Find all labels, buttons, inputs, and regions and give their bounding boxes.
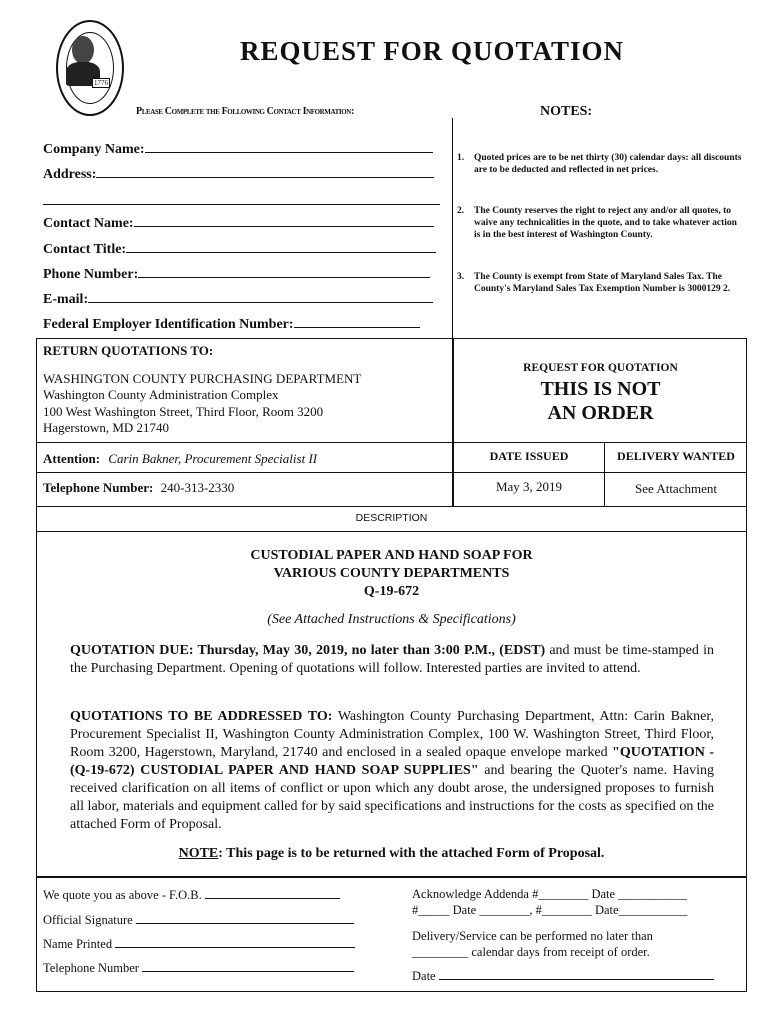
address-field-2[interactable] — [43, 192, 440, 210]
addenda-line-2[interactable]: #_____ Date ________, #________ Date___________ — [412, 903, 688, 917]
note-number: 2. — [457, 206, 465, 216]
company-name-label: Company Name: — [43, 142, 145, 157]
email-line[interactable] — [88, 290, 433, 303]
quotation-due-text: and must be time-stamped in the Purchasing Department. Opening of quotations will follow. Interested parties are invited to attend. — [70, 643, 714, 676]
date-field[interactable] — [412, 968, 714, 984]
envelope-marking: "QUOTATION - (Q-19-672) CUSTODIAL PAPER AND HAND SOAP SUPPLIES" — [70, 745, 714, 778]
note-text: The County reserves the right to reject any and/or all quotes, to waive any technicalities in the quote, and to take whatever action is in the best interest of Washington County. — [474, 206, 737, 240]
fein-line[interactable] — [294, 315, 420, 328]
divider — [36, 876, 747, 878]
note-number: 3. — [457, 272, 465, 282]
quotation-number: Q-19-672 — [363, 584, 420, 599]
date-issued-label: DATE ISSUED — [489, 449, 569, 463]
address-line[interactable] — [96, 165, 434, 178]
name-printed-label: Name Printed — [43, 937, 113, 951]
delivery-line-2[interactable]: _________ calendar days from receipt of order. — [412, 945, 650, 959]
page-title: REQUEST FOR QUOTATION — [239, 36, 625, 66]
quotation-due-paragraph — [70, 642, 714, 678]
order-box-big-1: THIS IS NOT — [540, 378, 661, 400]
notes-heading: NOTES: — [540, 104, 593, 119]
section-divider — [452, 118, 453, 338]
divider — [36, 442, 452, 443]
addressed-to-text-2: and bearing the Quoter's name. Having received clarification on all items of conflict or upon which any doubt arose, the undersigned proposes to furnish all labor, materials and equipment called for by said specifications and instructions for the costs as specified on the attached Form of Proposal. — [70, 763, 714, 832]
name-printed-line[interactable] — [115, 936, 355, 948]
return-dept: WASHINGTON COUNTY PURCHASING DEPARTMENT — [43, 371, 362, 386]
return-note — [36, 846, 747, 862]
note-label: NOTE — [178, 846, 219, 861]
addenda-line-1[interactable]: Acknowledge Addenda #________ Date ___________ — [412, 887, 687, 901]
phone-number-line[interactable] — [138, 265, 430, 278]
fein-field[interactable] — [43, 315, 420, 333]
addressed-to-bold: QUOTATIONS TO BE ADDRESSED TO: — [70, 709, 333, 724]
seal-year: 1776 — [94, 79, 108, 87]
date-line[interactable] — [439, 968, 714, 980]
order-box-big-2: AN ORDER — [547, 402, 654, 424]
note-number: 1. — [457, 153, 465, 163]
note-2 — [457, 205, 742, 257]
county-seal-logo — [56, 20, 124, 116]
attention-value: Carin Bakner, Procurement Specialist II — [108, 451, 318, 466]
telephone-footer-label: Telephone Number — [43, 961, 139, 975]
phone-number-field[interactable] — [43, 265, 430, 283]
return-heading: RETURN QUOTATIONS TO: — [43, 343, 214, 358]
address-field[interactable] — [43, 165, 434, 183]
telephone-label: Telephone Number: — [43, 480, 154, 495]
note-text: Quoted prices are to be net thirty (30) calendar days: all discounts are to be deducted and reflected in net prices. — [474, 153, 742, 175]
company-name-field[interactable] — [43, 140, 433, 158]
divider — [36, 506, 747, 507]
address-line-2[interactable] — [43, 192, 440, 205]
return-line-3: Hagerstown, MD 21740 — [43, 420, 170, 435]
see-attached: (See Attached Instructions & Specifications) — [267, 612, 516, 627]
note-text: The County is exempt from State of Maryland Sales Tax. The County's Maryland Sales Tax Exemption Number is 3000129 2. — [474, 272, 731, 294]
return-line-2: 100 West Washington Street, Third Floor, Room 3200 — [43, 404, 324, 419]
phone-number-label: Phone Number: — [43, 267, 139, 282]
description-title-1: CUSTODIAL PAPER AND HAND SOAP FOR — [250, 548, 533, 563]
delivery-line-1: Delivery/Service can be performed no later than — [412, 929, 653, 943]
date-label: Date — [412, 969, 436, 983]
delivery-wanted-value: See Attachment — [635, 481, 717, 496]
addressed-to-paragraph — [70, 708, 714, 834]
name-printed-field[interactable] — [43, 936, 355, 952]
contact-title-label: Contact Title: — [43, 242, 127, 257]
telephone-value: 240-313-2330 — [160, 480, 235, 495]
divider — [452, 472, 747, 473]
divider — [36, 472, 452, 473]
contact-title-field[interactable] — [43, 240, 436, 258]
telephone-field[interactable] — [43, 960, 354, 976]
contact-name-label: Contact Name: — [43, 216, 134, 231]
note-text: : This page is to be returned with the attached Form of Proposal. — [218, 846, 605, 861]
attention-row — [43, 451, 317, 467]
telephone-row — [43, 480, 234, 496]
fob-line[interactable] — [205, 887, 340, 899]
email-field[interactable] — [43, 290, 433, 308]
fob-field[interactable] — [43, 887, 340, 903]
telephone-footer-line[interactable] — [142, 960, 354, 972]
divider — [452, 442, 747, 443]
signature-field[interactable] — [43, 912, 354, 928]
attention-label: Attention: — [43, 451, 101, 466]
contact-title-line[interactable] — [126, 240, 436, 253]
contact-prompt: Please Complete the Following Contact Information: — [136, 106, 354, 117]
signature-line[interactable] — [136, 912, 354, 924]
contact-name-field[interactable] — [43, 214, 434, 232]
signature-label: Official Signature — [43, 913, 133, 927]
address-label: Address: — [43, 167, 97, 182]
contact-name-line[interactable] — [134, 214, 434, 227]
return-line-1: Washington County Administration Complex — [43, 387, 279, 402]
order-box-small-title: REQUEST FOR QUOTATION — [523, 362, 678, 374]
email-label: E-mail: — [43, 292, 89, 307]
date-issued-value: May 3, 2019 — [495, 479, 563, 494]
company-name-line[interactable] — [145, 140, 433, 153]
quotation-due-bold: QUOTATION DUE: Thursday, May 30, 2019, no later than 3:00 P.M., (EDST) — [70, 643, 546, 658]
description-label: DESCRIPTION — [355, 512, 428, 524]
addressed-to-text: Washington County Purchasing Department, Attn: Carin Bakner, Procurement Specialist II, Washington County Administration Complex, 100 W. Washington Street, Third Floor, Room 3200, Hagerstown, Maryland, 21740 and enclosed in a sealed opaque envelope marked — [70, 709, 714, 760]
fob-label: We quote you as above - F.O.B. — [43, 888, 202, 902]
note-3 — [457, 271, 742, 311]
divider — [36, 531, 747, 532]
fein-label: Federal Employer Identification Number: — [43, 317, 294, 332]
delivery-wanted-label: DELIVERY WANTED — [617, 449, 735, 463]
note-1 — [457, 152, 742, 192]
description-title-2: VARIOUS COUNTY DEPARTMENTS — [273, 566, 510, 581]
